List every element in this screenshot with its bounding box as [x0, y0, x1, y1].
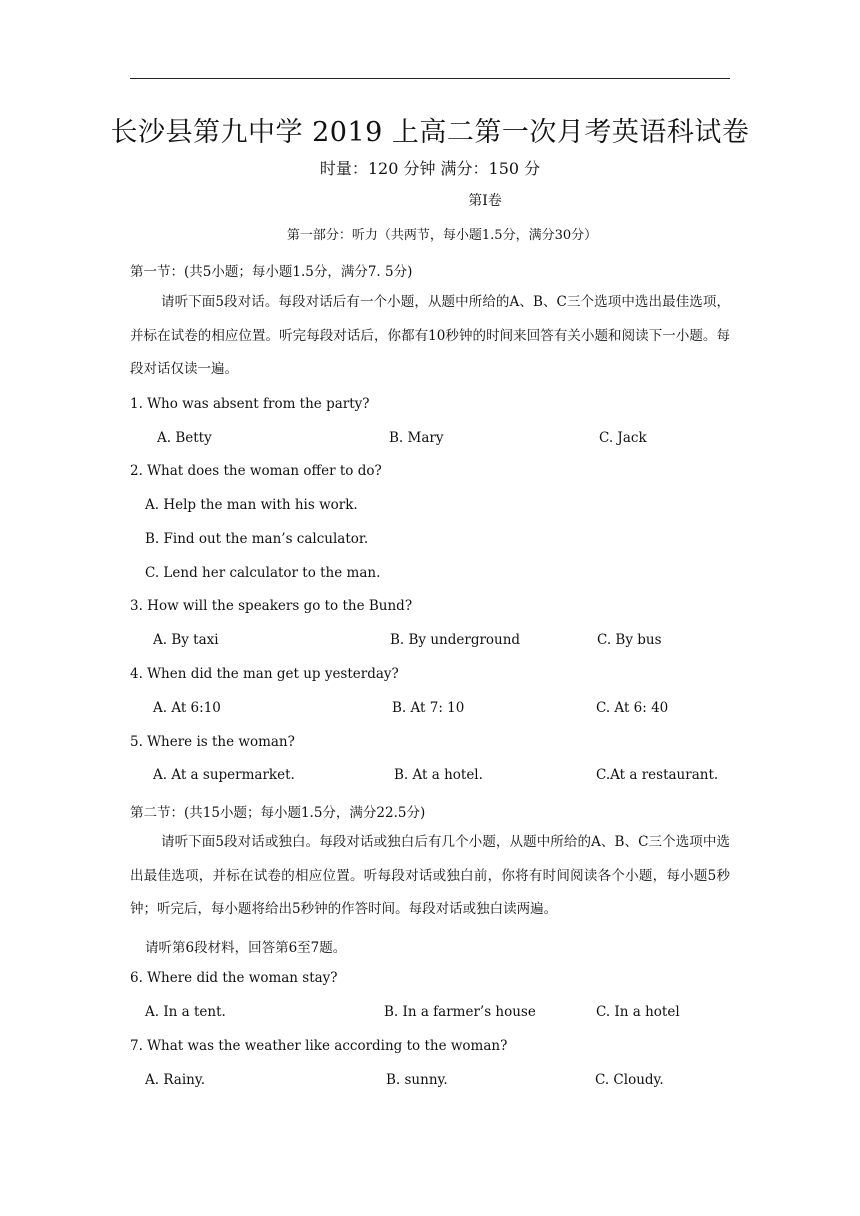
question-6-option-a: A. In a tent.: [145, 1004, 226, 1020]
question-5-option-b: B. At a hotel.: [394, 767, 483, 783]
question-4-option-b: B. At 7: 10: [392, 700, 465, 716]
section1-instructions: 请听下面5段对话。每段对话后有一个小题，从题中所给的A、B、C三个选项中选出最佳选项，并标在试卷的相应位置。听完每段对话后，你都有10秒钟的时间来回答有关小题和阅读下一小题。每段对话仅读一遍。: [130, 294, 730, 377]
question-2-stem: 2. What does the woman offer to do?: [130, 463, 382, 479]
question-6-option-c: C. In a hotel: [596, 1004, 680, 1020]
question-6-option-b: B. In a farmer’s house: [384, 1004, 536, 1020]
question-1-option-c: C. Jack: [599, 430, 647, 446]
exam-title: 长沙县第九中学 2019 上高二第一次月考英语科试卷: [110, 117, 750, 148]
question-5-option-c: C.At a restaurant.: [596, 767, 719, 783]
header-rule: [130, 78, 730, 79]
question-1-option-b: B. Mary: [389, 430, 444, 446]
question-3-option-b: B. By underground: [390, 632, 521, 648]
question-3-option-c: C. By bus: [597, 632, 662, 648]
question-6-stem: 6. Where did the woman stay?: [130, 970, 338, 986]
question-7-option-c: C. Cloudy.: [595, 1072, 664, 1088]
section1-heading: 第一节：(共5小题；每小题1.5分，满分7. 5分): [130, 264, 413, 280]
question-3-stem: 3. How will the speakers go to the Bund?: [130, 598, 413, 614]
question-2-option-a: A. Help the man with his work.: [145, 497, 358, 513]
question-7-option-a: A. Rainy.: [145, 1072, 205, 1088]
section2-instructions: 请听下面5段对话或独白。每段对话或独白后有几个小题，从题中所给的A、B、C三个选项中选出最佳选项，并标在试卷的相应位置。听每段对话或独白前，你将有时间阅读各个小题，每小题5秒钟；听完后，每小题将给出5秒钟的作答时间。每段对话或独白读两遍。: [130, 834, 730, 917]
question-1-option-a: A. Betty: [157, 430, 212, 446]
question-4-stem: 4. When did the man get up yesterday?: [130, 666, 399, 682]
question-5-option-a: A. At a supermarket.: [153, 767, 295, 783]
question-1-stem: 1. Who was absent from the party?: [130, 396, 370, 412]
question-2-option-b: B. Find out the man’s calculator.: [145, 531, 369, 547]
section2-material-note: 请听第6段材料，回答第6至7题。: [145, 940, 347, 956]
question-5-stem: 5. Where is the woman?: [130, 734, 295, 750]
question-7-option-b: B. sunny.: [386, 1072, 448, 1088]
part1-heading: 第一部分：听力（共两节，每小题1.5分，满分30分）: [286, 228, 598, 243]
volume-label: 第I卷: [468, 193, 502, 209]
section2-heading: 第二节：(共15小题；每小题1.5分，满分22.5分): [130, 805, 426, 821]
exam-time-score: 时量：120 分钟 满分：150 分: [319, 159, 541, 178]
question-7-stem: 7. What was the weather like according to the woman?: [130, 1038, 508, 1054]
question-4-option-c: C. At 6: 40: [596, 700, 669, 716]
question-2-option-c: C. Lend her calculator to the man.: [145, 565, 381, 581]
question-4-option-a: A. At 6:10: [153, 700, 221, 716]
question-3-option-a: A. By taxi: [153, 632, 219, 648]
